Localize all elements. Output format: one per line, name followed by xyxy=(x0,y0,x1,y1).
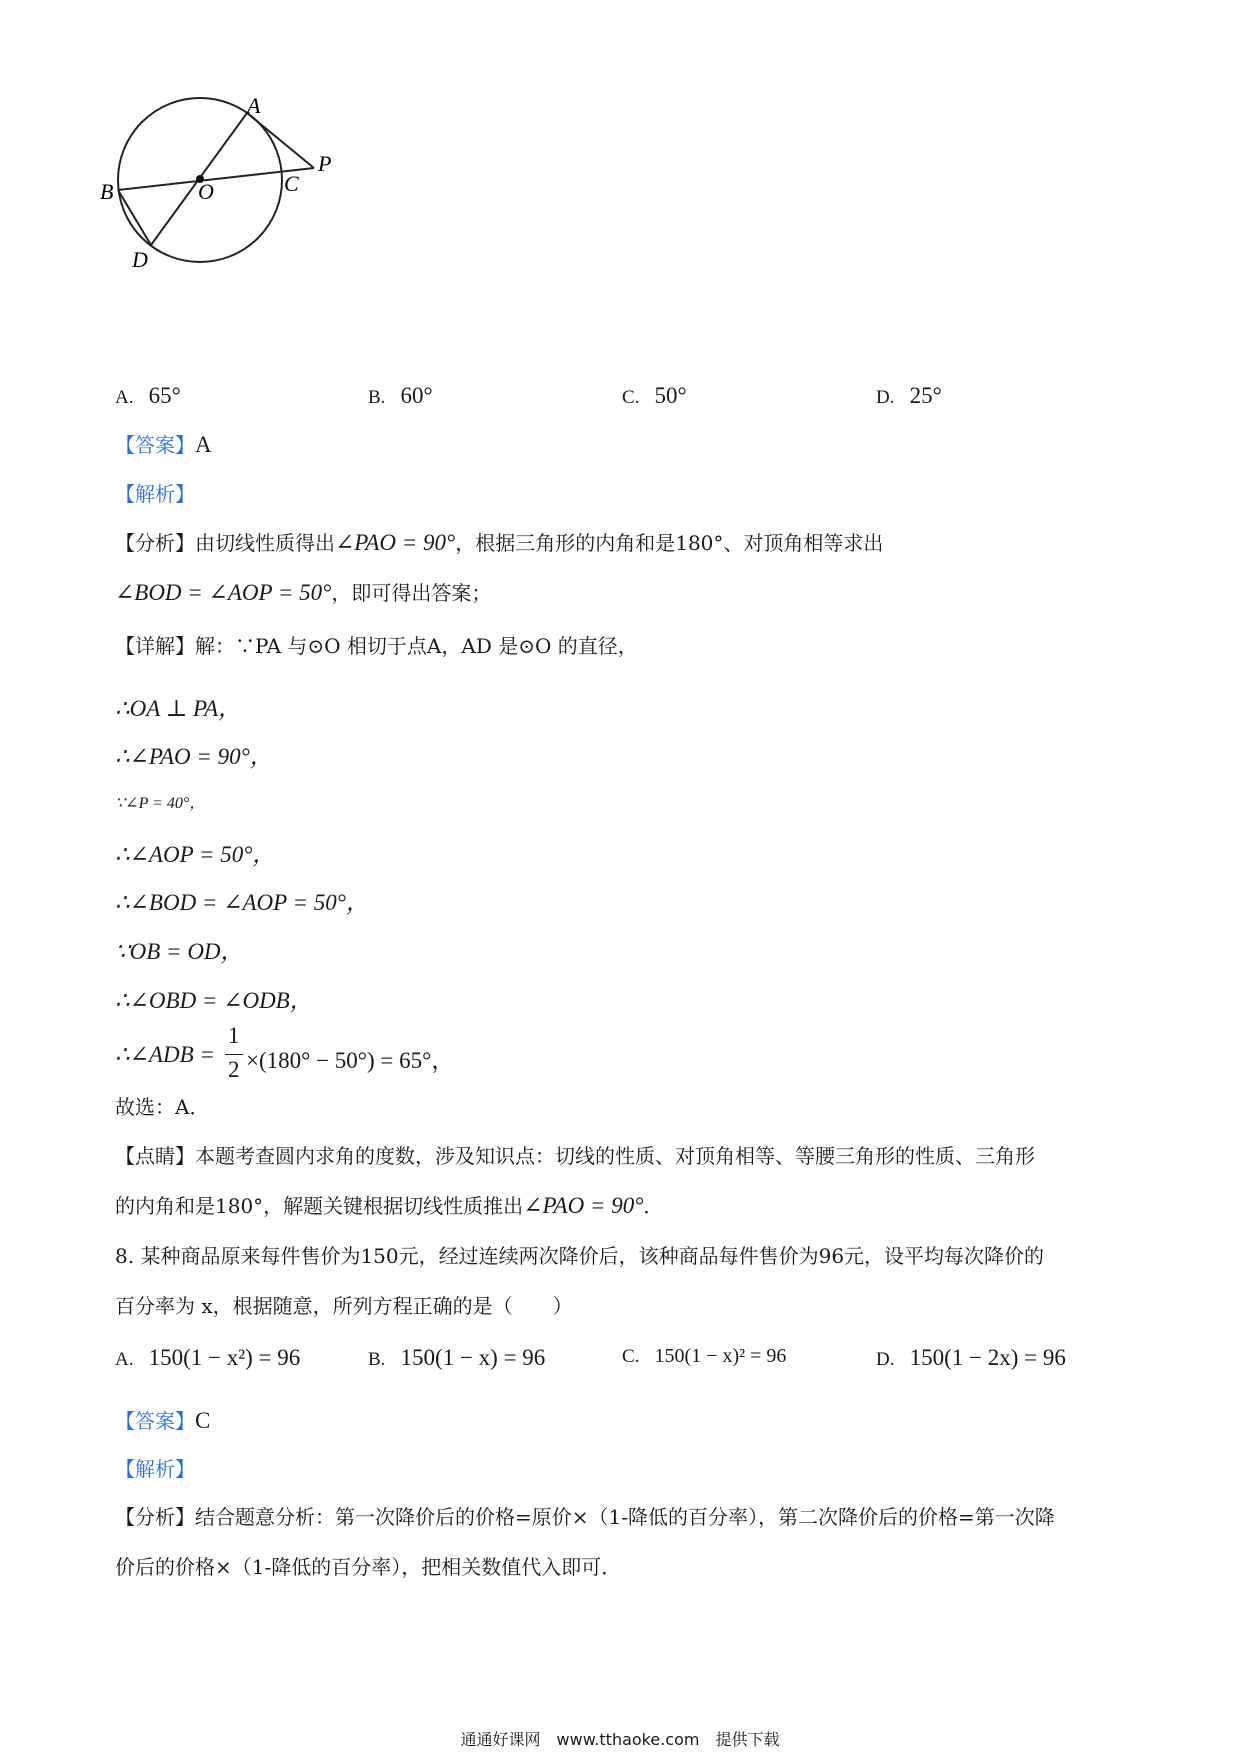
q7-analysis-tag: 【解析】 xyxy=(115,482,195,506)
q7-step-3: ∵∠P = 40°， xyxy=(115,795,206,812)
q7-fenxi-line1 xyxy=(115,530,883,556)
q7-answer xyxy=(115,432,212,458)
option-label: A. xyxy=(115,1349,134,1370)
q8-analysis-tag: 【解析】 xyxy=(115,1457,195,1481)
q7-choose: 故选：A． xyxy=(115,1095,210,1119)
fenxi-math: ∠BOD = ∠AOP = 50° xyxy=(115,580,332,605)
option-value: 150(1 − x)² = 96 xyxy=(654,1345,787,1367)
chord-bd xyxy=(118,190,151,245)
fenxi-text: 由切线性质得出 xyxy=(195,531,335,555)
q7-step-5: ∴∠BOD = ∠AOP = 50°， xyxy=(115,890,369,915)
fenxi-math: ∠PAO = 90° xyxy=(335,530,456,555)
label-p: P xyxy=(318,151,332,176)
q7-option-c xyxy=(622,383,687,409)
q8-fenxi-line1 xyxy=(115,1504,1055,1530)
label-c: C xyxy=(284,171,299,196)
fenxi-text: ，即可得出答案； xyxy=(331,581,492,605)
label-a: A xyxy=(247,95,261,118)
q7-step-6: ∵OB = OD， xyxy=(115,939,244,964)
q7-fenxi-line2 xyxy=(115,580,491,606)
label-b: B xyxy=(100,179,114,204)
answer-value: C xyxy=(195,1408,211,1433)
q7-option-b xyxy=(368,383,433,409)
dianjing-text: 的内角和是180°，解题关键根据切线性质推出 xyxy=(115,1194,524,1218)
fenxi-tag: 【分析】 xyxy=(115,531,195,555)
q7-option-a xyxy=(115,383,181,409)
q8-stem-line1: 8. 某种商品原来每件售价为150元，经过连续两次降价后，该种商品每件售价为96元，设平均每次降价的 xyxy=(115,1244,1045,1268)
answer-tag: 【答案】 xyxy=(115,433,195,457)
detail-text: 解：∵PA 与⊙O 相切于点A，AD 是⊙O 的直径， xyxy=(195,634,638,658)
dianjing-text: ． xyxy=(643,1194,664,1218)
q8-stem-line2: 百分率为 x，根据随意，所列方程正确的是（ ） xyxy=(115,1294,573,1318)
option-value: 25° xyxy=(909,383,942,408)
tangent-line-ap xyxy=(247,113,314,168)
option-value: 150(1 − x²) = 96 xyxy=(148,1345,301,1370)
option-value: 150(1 − 2x) = 96 xyxy=(909,1345,1066,1370)
fenxi-text: ，根据三角形的内角和是180°、对顶角相等求出 xyxy=(455,531,884,555)
label-d: D xyxy=(132,247,148,272)
q7-option-d xyxy=(876,383,942,409)
q7-step-7: ∴∠OBD = ∠ODB， xyxy=(115,988,313,1013)
q7-step-1: ∴OA ⊥ PA， xyxy=(115,696,242,721)
dianjing-tag: 【点睛】 xyxy=(115,1144,195,1168)
label-o: O xyxy=(198,179,214,204)
circle-tangent-figure xyxy=(100,95,380,310)
fraction-numerator: 1 xyxy=(228,1023,240,1048)
q8-option-c xyxy=(622,1345,786,1368)
q7-detail-line1 xyxy=(115,633,638,659)
option-label: D. xyxy=(876,1349,895,1370)
option-label: B. xyxy=(368,387,386,408)
q8-answer xyxy=(115,1408,210,1434)
option-value: 60° xyxy=(400,383,433,408)
option-label: D. xyxy=(876,387,895,408)
q7-step-4: ∴∠AOP = 50°， xyxy=(115,842,276,867)
q8-fenxi-line2: 价后的价格×（1-降低的百分率），把相关数值代入即可． xyxy=(115,1555,622,1579)
q7-dianjing-line1 xyxy=(115,1143,1035,1169)
fenxi-tag: 【分析】 xyxy=(115,1505,195,1529)
option-value: 50° xyxy=(654,383,687,408)
final-pre: ∴∠ADB = xyxy=(115,1042,215,1067)
q7-step-2: ∴∠PAO = 90°， xyxy=(115,744,273,769)
q7-dianjing-line2 xyxy=(115,1193,663,1219)
fraction-denominator: 2 xyxy=(228,1057,240,1082)
detail-tag: 【详解】 xyxy=(115,634,195,658)
answer-tag: 【答案】 xyxy=(115,1409,195,1433)
dianjing-math: ∠PAO = 90° xyxy=(523,1193,644,1218)
q8-option-d xyxy=(876,1345,1066,1371)
dianjing-text: 本题考查圆内求角的度数，涉及知识点：切线的性质、对顶角相等、等腰三角形的性质、三角形 xyxy=(195,1144,1035,1168)
option-label: B. xyxy=(368,1349,386,1370)
option-value: 150(1 − x) = 96 xyxy=(400,1345,546,1370)
page-footer: 通通好课网 www.tthaoke.com 提供下载 xyxy=(460,1730,780,1749)
option-value: 65° xyxy=(148,383,181,408)
fenxi-text: 结合题意分析：第一次降价后的价格=原价×（1-降低的百分率），第二次降价后的价格=第一次降 xyxy=(195,1505,1055,1529)
q8-option-b xyxy=(368,1345,545,1371)
q8-option-a xyxy=(115,1345,300,1371)
final-post: ×(180° − 50°) = 65°， xyxy=(246,1048,455,1073)
fraction-bar xyxy=(225,1054,243,1055)
answer-value: A xyxy=(195,432,212,457)
option-label: C. xyxy=(622,387,640,408)
option-label: A. xyxy=(115,387,134,408)
option-label: C. xyxy=(622,1346,640,1367)
